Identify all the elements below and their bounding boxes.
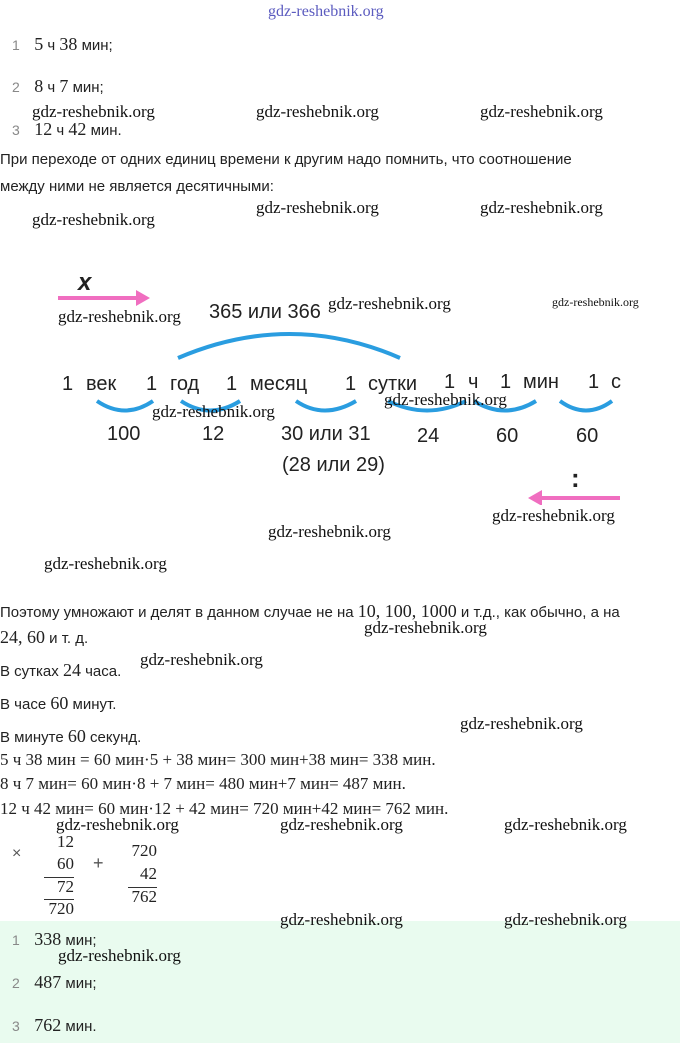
watermark: gdz-reshebnik.org xyxy=(504,910,627,929)
watermark: gdz-reshebnik.org xyxy=(504,815,627,834)
year-label: 365 или 366 xyxy=(209,301,321,323)
unit-century: век xyxy=(86,373,117,395)
calc-line: 8 ч 7 мин= 60 мин·8 + 7 мин= 480 мин+7 мин= 487 мин. xyxy=(0,774,406,793)
unit-number: 1 xyxy=(588,371,600,393)
watermark: gdz-reshebnik.org xyxy=(58,307,181,326)
watermark: gdz-reshebnik.org xyxy=(32,102,155,121)
unit-minute: мин xyxy=(523,371,559,393)
watermark: gdz-reshebnik.org xyxy=(460,714,583,733)
watermark: gdz-reshebnik.org xyxy=(384,390,507,409)
calc-line: 12 ч 42 мин= 60 мин·12 + 42 мин= 720 мин+42 мин= 762 мин. xyxy=(0,799,449,818)
list-item: 2 8 ч 7 мин; xyxy=(12,76,104,96)
unit-number: 1 xyxy=(500,371,512,393)
unit-number: 1 xyxy=(146,373,158,395)
unit-number: 1 xyxy=(345,373,357,395)
watermark: gdz-reshebnik.org xyxy=(140,650,263,669)
watermark: gdz-reshebnik.org xyxy=(256,198,379,217)
unit-number: 1 xyxy=(62,373,74,395)
watermark: gdz-reshebnik.org xyxy=(256,102,379,121)
link-arc xyxy=(97,401,153,411)
addend: 42 xyxy=(140,864,157,883)
watermark: gdz-reshebnik.org xyxy=(268,522,391,541)
product: 720 xyxy=(48,899,74,918)
watermark: gdz-reshebnik.org xyxy=(58,946,181,965)
intro-line-2: между ними не является десятичными: xyxy=(0,178,274,195)
factor-label: 60 xyxy=(576,425,599,447)
watermark: gdz-reshebnik.org xyxy=(552,295,639,309)
list-item: 3 12 ч 42 мин. xyxy=(12,119,122,139)
factor-label: 12 xyxy=(202,423,225,445)
intro-line-1: При переходе от одних единиц времени к другим надо помнить, что соотношение xyxy=(0,151,572,168)
list-item: 3 762 мин. xyxy=(12,1015,97,1035)
unit-year: год xyxy=(170,373,200,395)
watermark: gdz-reshebnik.org xyxy=(44,554,167,573)
paragraph-line: 24, 60 и т. д. xyxy=(0,627,89,647)
watermark: gdz-reshebnik.org xyxy=(364,618,487,637)
partial-product: 72 xyxy=(57,877,74,896)
unit-number: 1 xyxy=(226,373,238,395)
watermark: gdz-reshebnik.org xyxy=(492,506,615,525)
list-item: 1 338 мин; xyxy=(12,929,97,949)
fact-line: В минуте 60 секунд. xyxy=(0,726,142,746)
paragraph-line: Поэтому умножают и делят в данном случае не на 10, 100, 1000 и т.д., как обычно, а на xyxy=(0,601,620,621)
watermark: gdz-reshebnik.org xyxy=(152,402,275,421)
multiplier: 60 xyxy=(57,854,74,873)
calc-line: 5 ч 38 мин = 60 мин·5 + 38 мин= 300 мин+38 мин= 338 мин. xyxy=(0,750,436,769)
watermark: gdz-reshebnik.org xyxy=(480,102,603,121)
x-label: x xyxy=(78,269,92,296)
year-arc xyxy=(178,334,400,358)
addend: 720 xyxy=(131,841,157,860)
answer-block xyxy=(0,921,680,1043)
link-arc xyxy=(560,401,612,411)
watermark: gdz-reshebnik.org xyxy=(56,815,179,834)
february-note: (28 или 29) xyxy=(282,454,385,476)
factor-label: 60 xyxy=(496,425,519,447)
unit-hour: ч xyxy=(468,371,479,393)
unit-number: 1 xyxy=(444,371,456,393)
factor-label: 100 xyxy=(107,423,141,445)
fact-line: В часе 60 минут. xyxy=(0,693,117,713)
watermark: gdz-reshebnik.org xyxy=(280,815,403,834)
watermark: gdz-reshebnik.org xyxy=(328,294,451,313)
multiply-arrow xyxy=(58,290,150,306)
unit-month: месяц xyxy=(250,373,308,395)
list-item: 1 5 ч 38 мин; xyxy=(12,34,113,54)
list-item: 2 487 мин; xyxy=(12,972,97,992)
fact-line: В сутках 24 часа. xyxy=(0,660,122,680)
unit-second: с xyxy=(611,371,621,393)
watermark-top: gdz-reshebnik.org xyxy=(268,3,384,20)
factor-label: 24 xyxy=(417,425,440,447)
link-arc xyxy=(296,401,356,411)
plus-sign: + xyxy=(93,853,104,873)
unit-day: сутки xyxy=(368,373,418,395)
multiplicand: 12 xyxy=(57,832,74,851)
watermark: gdz-reshebnik.org xyxy=(480,198,603,217)
factor-label: 30 или 31 xyxy=(281,423,371,445)
divide-label: : xyxy=(571,463,580,493)
multiply-sign: × xyxy=(12,845,22,862)
time-units-diagram xyxy=(0,255,680,505)
watermark: gdz-reshebnik.org xyxy=(280,910,403,929)
sum: 762 xyxy=(131,887,157,906)
watermark: gdz-reshebnik.org xyxy=(32,210,155,229)
